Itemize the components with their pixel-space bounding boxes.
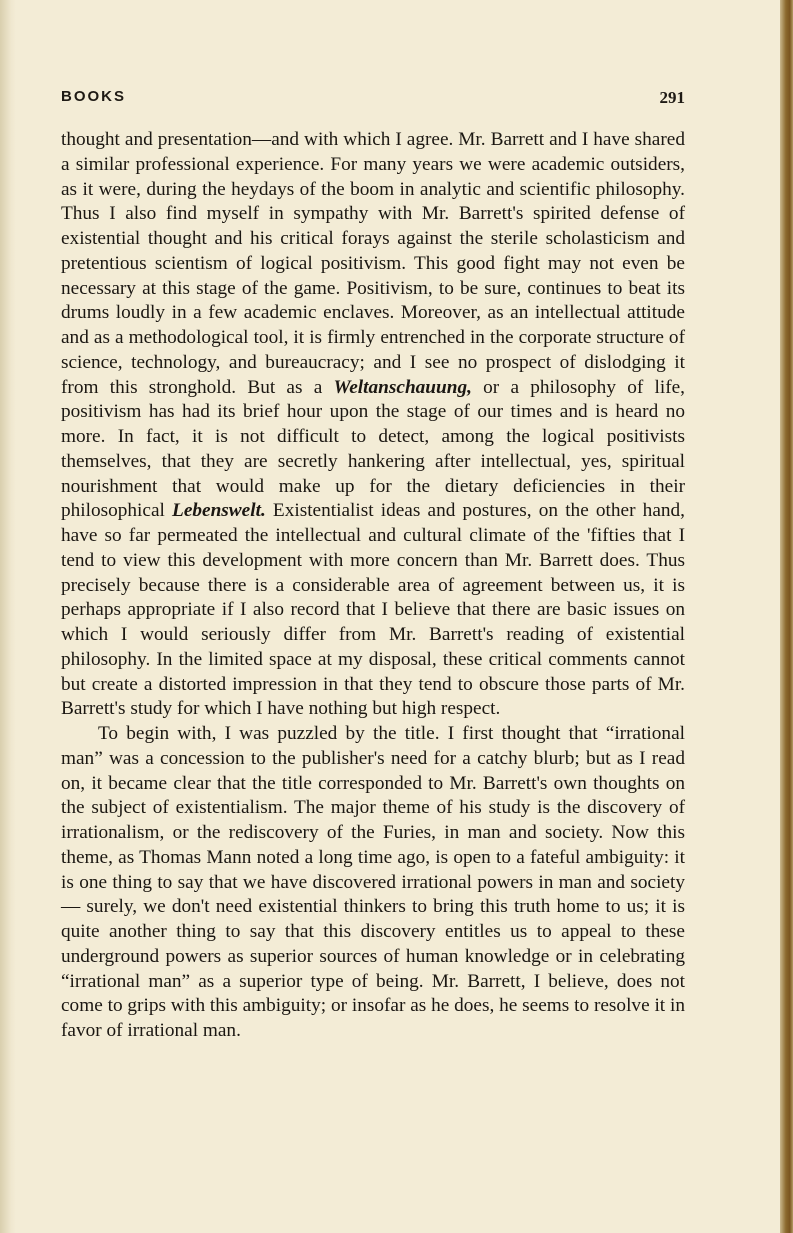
paragraph-1 — [61, 128, 685, 722]
italic-term-lebenswelt: Lebenswelt. — [172, 500, 266, 522]
page-number: 291 — [659, 88, 685, 107]
page-header — [61, 88, 685, 112]
running-head: BOOKS — [61, 88, 127, 105]
text-segment: thought and presentation—and with which I agree. Mr. Barrett and I have shared a similar professional experience. For many years we were academic outsiders, as it were, during the heydays of the boom in analytic and scientific philosophy. Thus I also find myself in sympathy with Mr. Barrett's spirited defense of existential thought and his critical forays against the sterile scholasticism and pretentious scientism of logical positivism. This good fight may not even be necessary at this stage of the game. Positivism, to be sure, continues to beat its drums loudly in a few academic enclaves. Moreover, as an intellectual attitude and as a methodological tool, it is firmly entrenched in the corporate structure of science, technology, and bureaucracy; and I see no prospect of dislodging it from this stronghold. But as a — [61, 129, 685, 398]
paragraph-2 — [61, 722, 685, 1044]
text-segment: or a philosophy of life, positivism has had its brief hour upon the stage of our times and is heard no more. In fact, it is not difficult to detect, among the logical positivists themselves, that they are secretly hankering after intellectual, yes, spiritual nourishment that would make up for the dietary deficiencies in their philosophical — [61, 376, 686, 522]
italic-term-weltanschauung: Weltanschauung, — [333, 376, 472, 398]
body-text — [61, 128, 685, 1044]
text-segment: Existentialist ideas and postures, on the other hand, have so far permeated the intellectual and cultural climate of the 'fifties that I tend to view this development with more concern than Mr. Barrett does. Thus precisely because there is a considerable area of agreement between us, it is perhaps appropriate if I also record that I believe that there are basic issues on which I would seriously differ from Mr. Barrett's reading of existential philosophy. In the limited space at my disposal, these critical comments cannot but create a distorted impression in that they tend to obscure those parts of Mr. Barrett's study for which I have nothing but high respect. — [61, 500, 685, 720]
gutter-shadow — [0, 0, 16, 1233]
page-edge — [780, 0, 793, 1233]
text-segment: To begin with, I was puzzled by the title. I first thought that “irrational man” was a concession to the publisher's need for a catchy blurb; but as I read on, it became clear that the title corresponded to Mr. Barrett's own thoughts on the subject of existentialism. The major theme of his study is the discovery of irrationalism, or the rediscovery of the Furies, in man and society. Now this theme, as Thomas Mann noted a long time ago, is open to a fateful ambiguity: it is one thing to say that we have discovered irrational powers in man and society— surely, we don't need existential thinkers to bring this truth home to us; it is quite another thing to say that this discovery entitles us to appeal to these underground powers as superior sources of human knowledge or in celebrating “irrational man” as a superior type of being. Mr. Barrett, I believe, does not come to grips with this ambiguity; or insofar as he does, he seems to resolve it in favor of irrational man. — [61, 723, 685, 1041]
